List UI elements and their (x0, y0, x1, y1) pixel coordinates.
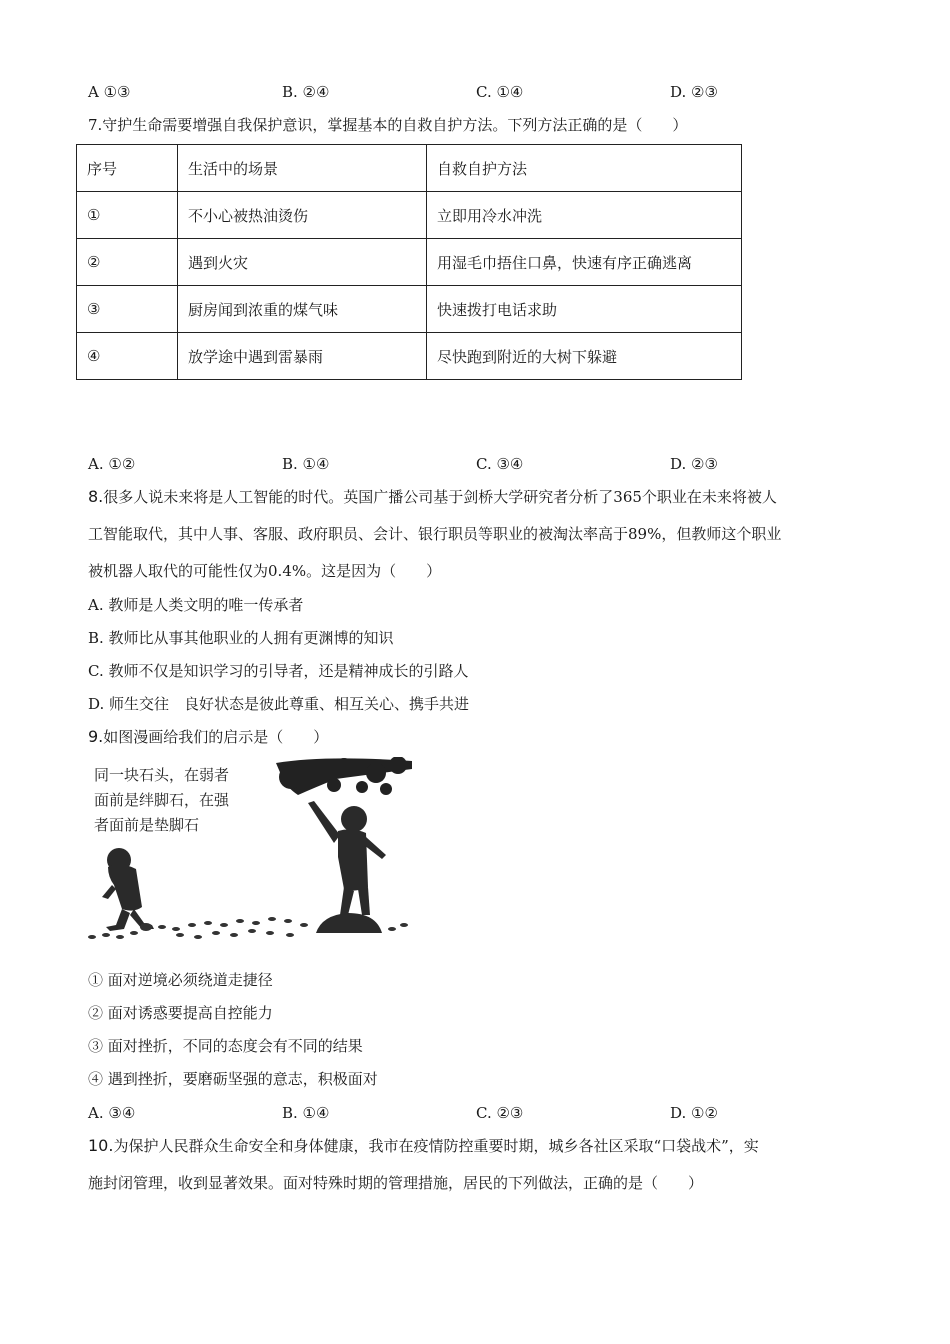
q10-number: 10. (88, 1136, 114, 1155)
weak-person-figure-icon (102, 848, 154, 931)
q7-table (76, 144, 742, 380)
q6-option-c[interactable]: C. ①④ (476, 83, 524, 101)
q8-option-c[interactable]: C. 教师不仅是知识学习的引导者，还是精神成长的引路人 (88, 662, 469, 680)
stumbling-stone-icon (140, 923, 152, 931)
q6-option-b[interactable]: B. ②④ (282, 83, 330, 101)
table-header-row (77, 145, 742, 192)
table-header-cell: 自救自护方法 (427, 145, 742, 192)
q9-option-b[interactable]: B. ①④ (282, 1104, 330, 1122)
table-cell: ④ (77, 333, 178, 380)
q6-option-a[interactable]: A ①③ (88, 83, 131, 101)
q10-stem-line-2: 施封闭管理，收到显著效果。面对特殊时期的管理措施，居民的下列做法，正确的是（ ） (88, 1174, 704, 1192)
table-cell: ③ (77, 286, 178, 333)
q7-options (88, 454, 788, 474)
q9-option-d[interactable]: D. ①② (670, 1104, 718, 1122)
q9-stem: 9.如图漫画给我们的启示是（ ） (88, 727, 329, 746)
q9-options (88, 1103, 788, 1123)
q9-number: 9. (88, 727, 104, 746)
table-cell: 用湿毛巾捂住口鼻，快速有序正确逃离 (427, 239, 742, 286)
table-cell: 厨房闻到浓重的煤气味 (178, 286, 427, 333)
q8-option-a[interactable]: A. 教师是人类文明的唯一传承者 (88, 596, 304, 614)
cartoon-image (86, 757, 412, 943)
stepping-stone-icon (316, 913, 382, 933)
q8-stem-line-2: 工智能取代，其中人事、客服、政府职员、会计、银行职员等职业的被淘汰率高于89%，但教师这个职业 (88, 525, 782, 543)
table-cell: 立即用冷水冲洗 (427, 192, 742, 239)
q8-stem-line-3: 被机器人取代的可能性仅为0.4%。这是因为（ ） (88, 562, 442, 580)
table-cell: ② (77, 239, 178, 286)
q10-stem-line-1: 10.为保护人民群众生命安全和身体健康，我市在疫情防控重要时期，城乡各社区采取“口袋战术”，实 (88, 1136, 759, 1155)
strong-person-figure-icon (308, 801, 386, 915)
table-cell: 不小心被热油烫伤 (178, 192, 427, 239)
table-cell: 快速拨打电话求助 (427, 286, 742, 333)
q9-statement-3: ③ 面对挫折，不同的态度会有不同的结果 (88, 1037, 363, 1055)
q8-option-d[interactable]: D. 师生交往 良好状态是彼此尊重、相互关心、携手共进 (88, 695, 470, 713)
table-row (77, 239, 742, 286)
table-header-cell: 生活中的场景 (178, 145, 427, 192)
q8-number: 8. (88, 487, 104, 506)
table-header-cell: 序号 (77, 145, 178, 192)
q9-option-a[interactable]: A. ③④ (88, 1104, 136, 1122)
q9-option-c[interactable]: C. ②③ (476, 1104, 524, 1122)
q8-stem-line-1: 8.很多人说未来将是人工智能的时代。英国广播公司基于剑桥大学研究者分析了365个职业在未来将被人 (88, 487, 777, 506)
q9-statement-2: ② 面对诱惑要提高自控能力 (88, 1004, 273, 1022)
table-row (77, 333, 742, 380)
cartoon-caption-line-3: 者面前是垫脚石 (94, 816, 200, 834)
cartoon-caption-line-1: 同一块石头，在弱者 (94, 766, 230, 784)
table-cell: 放学途中遇到雷暴雨 (178, 333, 427, 380)
table-cell: ① (77, 192, 178, 239)
q7-option-d[interactable]: D. ②③ (670, 455, 718, 473)
q7-stem: 7.守护生命需要增强自我保护意识，掌握基本的自救自护方法。下列方法正确的是（ ） (88, 116, 688, 134)
table-cell: 遇到火灾 (178, 239, 427, 286)
cartoon-caption-line-2: 面前是绊脚石，在强 (94, 791, 230, 809)
table-row (77, 286, 742, 333)
q8-option-b[interactable]: B. 教师比从事其他职业的人拥有更渊博的知识 (88, 629, 394, 647)
q9-statement-4: ④ 遇到挫折，要磨砺坚强的意志，积极面对 (88, 1070, 378, 1088)
table-row (77, 192, 742, 239)
q7-option-b[interactable]: B. ①④ (282, 455, 330, 473)
q9-statement-1: ① 面对逆境必须绕道走捷径 (88, 971, 273, 989)
q7-option-a[interactable]: A. ①② (88, 455, 136, 473)
q6-options (88, 82, 788, 102)
q7-option-c[interactable]: C. ③④ (476, 455, 524, 473)
tree-branch-icon (276, 757, 412, 795)
table-cell: 尽快跑到附近的大树下躲避 (427, 333, 742, 380)
q6-option-d[interactable]: D. ②③ (670, 83, 718, 101)
